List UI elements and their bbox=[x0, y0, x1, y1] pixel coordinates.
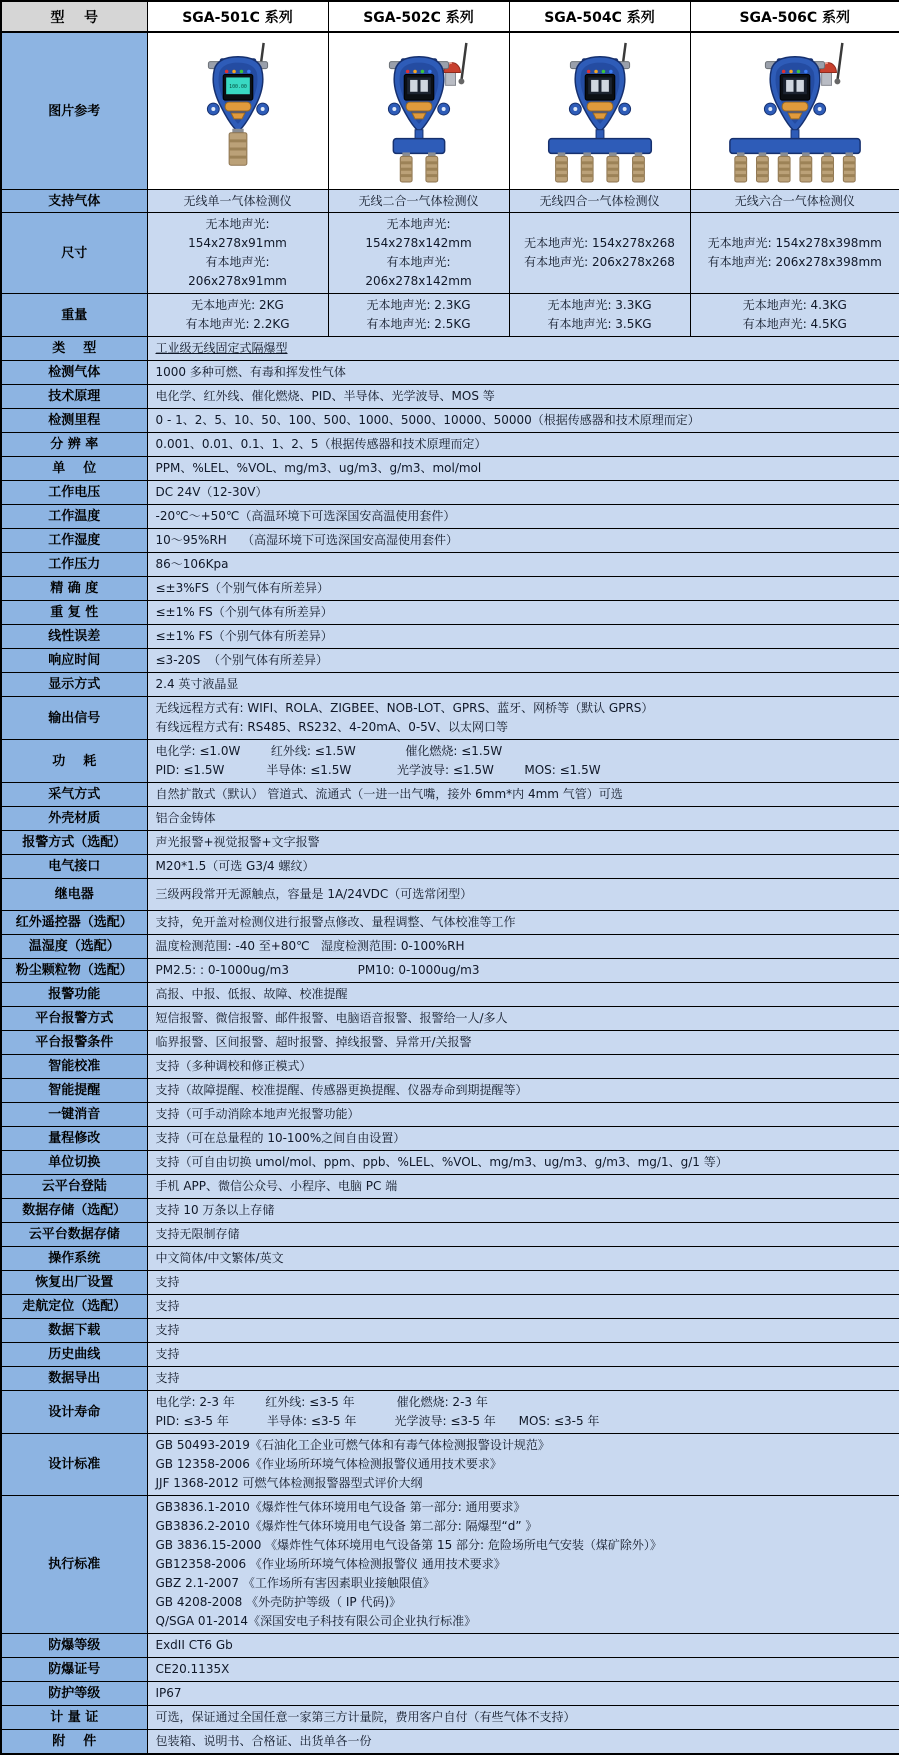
spec-line: CE20.1135X bbox=[155, 1662, 230, 1676]
weight-value bbox=[509, 294, 690, 337]
row-label: 显示方式 bbox=[1, 673, 147, 697]
spec-row bbox=[1, 457, 899, 481]
spec-line: GB 12358-2006《作业场所环境气体检测报警仪通用技术要求》 bbox=[155, 1457, 502, 1471]
row-label-weight: 重量 bbox=[1, 294, 147, 337]
row-label: 线性误差 bbox=[1, 625, 147, 649]
model-header-row bbox=[1, 1, 899, 32]
spec-value bbox=[147, 1199, 899, 1223]
spec-row bbox=[1, 1319, 899, 1343]
spec-value bbox=[147, 649, 899, 673]
weight-row bbox=[1, 294, 899, 337]
spec-value bbox=[147, 1634, 899, 1658]
row-label: 工作湿度 bbox=[1, 529, 147, 553]
spec-value bbox=[147, 879, 899, 911]
size-value bbox=[690, 213, 899, 294]
spec-value bbox=[147, 783, 899, 807]
spec-row bbox=[1, 1295, 899, 1319]
size-line: 无本地声光: 154x278x91mm bbox=[188, 217, 287, 250]
spec-line: 支持 bbox=[155, 1323, 180, 1337]
spec-value bbox=[147, 1367, 899, 1391]
row-label: 检测里程 bbox=[1, 409, 147, 433]
row-label: 继电器 bbox=[1, 879, 147, 911]
weight-value bbox=[328, 294, 509, 337]
spec-row bbox=[1, 1391, 899, 1434]
spec-line: PPM、%LEL、%VOL、mg/m3、ug/m3、g/m3、mol/mol bbox=[155, 461, 482, 475]
spec-value bbox=[147, 1103, 899, 1127]
spec-line: 支持（多种调校和修正模式） bbox=[155, 1059, 312, 1073]
spec-row bbox=[1, 649, 899, 673]
row-label: 检测气体 bbox=[1, 361, 147, 385]
spec-row bbox=[1, 1367, 899, 1391]
svg-text:100.00: 100.00 bbox=[228, 83, 247, 90]
spec-value bbox=[147, 457, 899, 481]
spec-value bbox=[147, 1175, 899, 1199]
spec-row bbox=[1, 783, 899, 807]
row-label: 输出信号 bbox=[1, 697, 147, 740]
gas-detector-illustration bbox=[512, 37, 688, 185]
spec-line: GB12358-2006 《作业场所环境气体检测报警仪 通用技术要求》 bbox=[155, 1557, 506, 1571]
row-label: 重 复 性 bbox=[1, 601, 147, 625]
size-line: 无本地声光: 154x278x142mm bbox=[365, 217, 472, 250]
spec-value bbox=[147, 935, 899, 959]
spec-value bbox=[147, 831, 899, 855]
row-label: 单位切换 bbox=[1, 1151, 147, 1175]
spec-line: 铝合金铸体 bbox=[155, 811, 216, 825]
spec-value bbox=[147, 385, 899, 409]
row-label: 数据存储（选配） bbox=[1, 1199, 147, 1223]
weight-line: 有本地声光: 2.2KG bbox=[185, 317, 290, 331]
spec-row bbox=[1, 1151, 899, 1175]
spec-line: DC 24V（12-30V） bbox=[155, 485, 268, 499]
spec-line: ExdII CT6 Gb bbox=[155, 1638, 233, 1652]
spec-value bbox=[147, 1151, 899, 1175]
row-label: 报警方式（选配） bbox=[1, 831, 147, 855]
spec-row bbox=[1, 1175, 899, 1199]
row-label: 走航定位（选配） bbox=[1, 1295, 147, 1319]
spec-row bbox=[1, 1031, 899, 1055]
spec-row bbox=[1, 1658, 899, 1682]
row-label: 平台报警方式 bbox=[1, 1007, 147, 1031]
spec-value bbox=[147, 983, 899, 1007]
spec-row bbox=[1, 1496, 899, 1634]
spec-row bbox=[1, 1434, 899, 1496]
spec-line: GB 4208-2008 《外壳防护等级（ IP 代码)》 bbox=[155, 1595, 402, 1609]
support-value: 无线四合一气体检测仪 bbox=[509, 190, 690, 213]
row-label: 操作系统 bbox=[1, 1247, 147, 1271]
gas-detector-illustration bbox=[150, 37, 326, 185]
row-label: 功 耗 bbox=[1, 740, 147, 783]
model-header-4: SGA-506C 系列 bbox=[690, 1, 899, 32]
spec-value bbox=[147, 481, 899, 505]
row-label: 防护等级 bbox=[1, 1682, 147, 1706]
spec-line: -20℃～+50℃（高温环境下可选深国安高温使用套件） bbox=[155, 509, 456, 523]
spec-line: 临界报警、区间报警、超时报警、掉线报警、异常开/关报警 bbox=[155, 1035, 472, 1049]
row-label: 智能提醒 bbox=[1, 1079, 147, 1103]
spec-row bbox=[1, 601, 899, 625]
spec-line: ≤±1% FS（个别气体有所差异） bbox=[155, 605, 333, 619]
row-label: 工作温度 bbox=[1, 505, 147, 529]
size-line: 有本地声光: 206x278x91mm bbox=[188, 255, 287, 288]
spec-row bbox=[1, 505, 899, 529]
weight-line: 有本地声光: 4.5KG bbox=[742, 317, 847, 331]
product-image-sga-501c bbox=[147, 32, 328, 190]
spec-line: PID: ≤1.5W 半导体: ≤1.5W 光学波导: ≤1.5W MOS: ≤1.5W bbox=[155, 763, 601, 777]
spec-row bbox=[1, 1223, 899, 1247]
size-value bbox=[509, 213, 690, 294]
spec-value bbox=[147, 1496, 899, 1634]
row-label: 附 件 bbox=[1, 1730, 147, 1755]
spec-row bbox=[1, 1103, 899, 1127]
row-label: 数据下载 bbox=[1, 1319, 147, 1343]
spec-line: Q/SGA 01-2014《深国安电子科技有限公司企业执行标准》 bbox=[155, 1614, 477, 1628]
spec-row bbox=[1, 911, 899, 935]
product-image-sga-502c bbox=[328, 32, 509, 190]
spec-line: 0.001、0.01、0.1、1、2、5（根据传感器和技术原理而定） bbox=[155, 437, 487, 451]
model-header-2: SGA-502C 系列 bbox=[328, 1, 509, 32]
spec-line: PM2.5: : 0-1000ug/m3 PM10: 0-1000ug/m3 bbox=[155, 963, 480, 977]
size-line: 有本地声光: 206x278x268 bbox=[524, 255, 675, 269]
spec-row bbox=[1, 983, 899, 1007]
spec-row bbox=[1, 553, 899, 577]
row-label: 温湿度（选配） bbox=[1, 935, 147, 959]
spec-row bbox=[1, 1730, 899, 1755]
spec-value bbox=[147, 911, 899, 935]
spec-line: 支持 10 万条以上存储 bbox=[155, 1203, 275, 1217]
spec-value bbox=[147, 433, 899, 457]
spec-row bbox=[1, 673, 899, 697]
weight-value bbox=[147, 294, 328, 337]
spec-row bbox=[1, 879, 899, 911]
spec-value bbox=[147, 959, 899, 983]
spec-value bbox=[147, 1007, 899, 1031]
spec-row bbox=[1, 855, 899, 879]
spec-row bbox=[1, 529, 899, 553]
spec-row bbox=[1, 1706, 899, 1730]
spec-row bbox=[1, 577, 899, 601]
weight-value bbox=[690, 294, 899, 337]
row-label: 单 位 bbox=[1, 457, 147, 481]
spec-line: GB3836.2-2010《爆炸性气体环境用电气设备 第二部分: 隔爆型“d” 》 bbox=[155, 1519, 538, 1533]
spec-row bbox=[1, 1079, 899, 1103]
spec-value bbox=[147, 1031, 899, 1055]
size-value bbox=[328, 213, 509, 294]
spec-row bbox=[1, 1343, 899, 1367]
support-row bbox=[1, 190, 899, 213]
spec-line: 三级两段常开无源触点，容量是 1A/24VDC（可选常闭型） bbox=[155, 887, 473, 901]
row-label: 计 量 证 bbox=[1, 1706, 147, 1730]
spec-value bbox=[147, 673, 899, 697]
row-label: 量程修改 bbox=[1, 1127, 147, 1151]
row-label: 采气方式 bbox=[1, 783, 147, 807]
spec-line: 短信报警、微信报警、邮件报警、电脑语音报警、报警给一人/多人 bbox=[155, 1011, 508, 1025]
weight-line: 无本地声光: 2KG bbox=[191, 298, 284, 312]
spec-row bbox=[1, 1199, 899, 1223]
spec-value bbox=[147, 1055, 899, 1079]
spec-line: 支持（故障提醒、校准提醒、传感器更换提醒、仪器寿命到期提醒等） bbox=[155, 1083, 528, 1097]
row-label: 云平台登陆 bbox=[1, 1175, 147, 1199]
spec-value bbox=[147, 1730, 899, 1755]
spec-line: 86～106Kpa bbox=[155, 557, 229, 571]
spec-row bbox=[1, 361, 899, 385]
row-label: 电气接口 bbox=[1, 855, 147, 879]
row-label-image: 图片参考 bbox=[1, 32, 147, 190]
weight-line: 无本地声光: 4.3KG bbox=[742, 298, 847, 312]
row-label: 防爆证号 bbox=[1, 1658, 147, 1682]
spec-row bbox=[1, 385, 899, 409]
spec-line: GBZ 2.1-2007 《工作场所有害因素职业接触限值》 bbox=[155, 1576, 435, 1590]
gas-detector-illustration bbox=[331, 37, 507, 185]
size-line: 无本地声光: 154x278x268 bbox=[524, 236, 675, 250]
spec-value bbox=[147, 1434, 899, 1496]
row-label: 云平台数据存储 bbox=[1, 1223, 147, 1247]
size-line: 有本地声光: 206x278x398mm bbox=[707, 255, 882, 269]
spec-value bbox=[147, 1223, 899, 1247]
spec-value bbox=[147, 1079, 899, 1103]
spec-value bbox=[147, 553, 899, 577]
spec-value bbox=[147, 1271, 899, 1295]
spec-line: 温度检测范围: -40 至+80℃ 湿度检测范围: 0-100%RH bbox=[155, 939, 465, 953]
spec-line: JJF 1368-2012 可燃气体检测报警器型式评价大纲 bbox=[155, 1476, 423, 1490]
row-label: 报警功能 bbox=[1, 983, 147, 1007]
spec-value bbox=[147, 1319, 899, 1343]
spec-row bbox=[1, 1247, 899, 1271]
size-line: 无本地声光: 154x278x398mm bbox=[707, 236, 882, 250]
spec-line: 无线远程方式有: WIFI、ROLA、ZIGBEE、NOB-LOT、GPRS、蓝牙、网桥等（默认 GPRS） bbox=[155, 701, 654, 715]
spec-row bbox=[1, 409, 899, 433]
spec-line: 支持，免开盖对检测仪进行报警点修改、量程调整、气体校准等工作 bbox=[155, 915, 516, 929]
spec-line: 高报、中报、低报、故障、校准提醒 bbox=[155, 987, 348, 1001]
row-label: 设计寿命 bbox=[1, 1391, 147, 1434]
support-value: 无线单一气体检测仪 bbox=[147, 190, 328, 213]
row-label: 类 型 bbox=[1, 337, 147, 361]
spec-line: ≤±1% FS（个别气体有所差异） bbox=[155, 629, 333, 643]
spec-row bbox=[1, 337, 899, 361]
spec-value bbox=[147, 1127, 899, 1151]
spec-value bbox=[147, 1682, 899, 1706]
weight-line: 有本地声光: 3.5KG bbox=[547, 317, 652, 331]
row-label: 设计标准 bbox=[1, 1434, 147, 1496]
spec-row bbox=[1, 697, 899, 740]
spec-line: 0 - 1、2、5、10、50、100、500、1000、5000、10000、50000（根据传感器和技术原理而定） bbox=[155, 413, 700, 427]
spec-value bbox=[147, 361, 899, 385]
spec-value bbox=[147, 625, 899, 649]
spec-row bbox=[1, 1271, 899, 1295]
spec-line: 自然扩散式（默认） 管道式、流通式（一进一出气嘴，接外 6mm*内 4mm 气管）可选 bbox=[155, 787, 623, 801]
spec-line: 2.4 英寸液晶显 bbox=[155, 677, 239, 691]
row-label: 平台报警条件 bbox=[1, 1031, 147, 1055]
spec-row bbox=[1, 1007, 899, 1031]
spec-row bbox=[1, 625, 899, 649]
spec-row bbox=[1, 1682, 899, 1706]
spec-row bbox=[1, 433, 899, 457]
spec-line: ≤3-20S （个别气体有所差异） bbox=[155, 653, 329, 667]
gas-detector-illustration bbox=[707, 37, 883, 185]
row-label: 数据导出 bbox=[1, 1367, 147, 1391]
row-label: 技术原理 bbox=[1, 385, 147, 409]
spec-line: 1000 多种可燃、有毒和挥发性气体 bbox=[155, 365, 346, 379]
row-label: 一键消音 bbox=[1, 1103, 147, 1127]
row-label: 分 辨 率 bbox=[1, 433, 147, 457]
spec-line: 支持（可在总量程的 10-100%之间自由设置） bbox=[155, 1131, 406, 1145]
row-label: 红外遥控器（选配） bbox=[1, 911, 147, 935]
spec-line: GB3836.1-2010《爆炸性气体环境用电气设备 第一部分: 通用要求》 bbox=[155, 1500, 526, 1514]
spec-row bbox=[1, 935, 899, 959]
row-label: 外壳材质 bbox=[1, 807, 147, 831]
row-label: 粉尘颗粒物（选配） bbox=[1, 959, 147, 983]
spec-line: ≤±3%FS（个别气体有所差异） bbox=[155, 581, 329, 595]
model-header-corner: 型 号 bbox=[1, 1, 147, 32]
spec-value bbox=[147, 1658, 899, 1682]
spec-value bbox=[147, 409, 899, 433]
spec-row bbox=[1, 740, 899, 783]
row-label: 工作电压 bbox=[1, 481, 147, 505]
spec-line: 中文简体/中文繁体/英文 bbox=[155, 1251, 284, 1265]
spec-line: IP67 bbox=[155, 1686, 182, 1700]
spec-line: 电化学: 2-3 年 红外线: ≤3-5 年 催化燃烧: 2-3 年 bbox=[155, 1395, 488, 1409]
spec-line: 支持（可自由切换 umol/mol、ppm、ppb、%LEL、%VOL、mg/m3、ug/m3、g/m3、mg/1、g/1 等） bbox=[155, 1155, 728, 1169]
size-row bbox=[1, 213, 899, 294]
row-label: 精 确 度 bbox=[1, 577, 147, 601]
product-image-sga-504c bbox=[509, 32, 690, 190]
row-label-size: 尺寸 bbox=[1, 213, 147, 294]
spec-line: 支持无限制存储 bbox=[155, 1227, 240, 1241]
spec-value bbox=[147, 1706, 899, 1730]
row-label: 历史曲线 bbox=[1, 1343, 147, 1367]
spec-line: 手机 APP、微信公众号、小程序、电脑 PC 端 bbox=[155, 1179, 398, 1193]
size-line: 有本地声光: 206x278x142mm bbox=[365, 255, 472, 288]
spec-line: 支持 bbox=[155, 1275, 180, 1289]
spec-value bbox=[147, 740, 899, 783]
weight-line: 有本地声光: 2.5KG bbox=[366, 317, 471, 331]
spec-row bbox=[1, 1055, 899, 1079]
spec-value bbox=[147, 505, 899, 529]
spec-value bbox=[147, 697, 899, 740]
weight-line: 无本地声光: 2.3KG bbox=[366, 298, 471, 312]
spec-value bbox=[147, 1391, 899, 1434]
spec-line: 电化学: ≤1.0W 红外线: ≤1.5W 催化燃烧: ≤1.5W bbox=[155, 744, 503, 758]
spec-value bbox=[147, 855, 899, 879]
spec-line: 电化学、红外线、催化燃烧、PID、半导体、光学波导、MOS 等 bbox=[155, 389, 495, 403]
row-label: 响应时间 bbox=[1, 649, 147, 673]
spec-value bbox=[147, 1343, 899, 1367]
spec-value bbox=[147, 601, 899, 625]
spec-row bbox=[1, 807, 899, 831]
spec-row bbox=[1, 831, 899, 855]
spec-line: 支持 bbox=[155, 1299, 180, 1313]
spec-line: PID: ≤3-5 年 半导体: ≤3-5 年 光学波导: ≤3-5 年 MOS: ≤3-5 年 bbox=[155, 1414, 600, 1428]
row-label: 防爆等级 bbox=[1, 1634, 147, 1658]
spec-value bbox=[147, 529, 899, 553]
model-header-3: SGA-504C 系列 bbox=[509, 1, 690, 32]
spec-line: 工业级无线固定式隔爆型 bbox=[155, 341, 288, 355]
spec-value bbox=[147, 577, 899, 601]
product-image-sga-506c bbox=[690, 32, 899, 190]
spec-row bbox=[1, 959, 899, 983]
size-value bbox=[147, 213, 328, 294]
row-label: 恢复出厂设置 bbox=[1, 1271, 147, 1295]
spec-line: GB 50493-2019《石油化工企业可燃气体和有毒气体检测报警设计规范》 bbox=[155, 1438, 550, 1452]
support-value: 无线六合一气体检测仪 bbox=[690, 190, 899, 213]
spec-line: 包装箱、说明书、合格证、出货单各一份 bbox=[155, 1734, 372, 1748]
spec-row bbox=[1, 1634, 899, 1658]
row-label: 工作压力 bbox=[1, 553, 147, 577]
spec-line: 声光报警+视觉报警+文字报警 bbox=[155, 835, 320, 849]
support-value: 无线二合一气体检测仪 bbox=[328, 190, 509, 213]
spec-row bbox=[1, 1127, 899, 1151]
spec-line: 支持（可手动消除本地声光报警功能） bbox=[155, 1107, 360, 1121]
spec-line: 支持 bbox=[155, 1371, 180, 1385]
spec-value bbox=[147, 807, 899, 831]
spec-line: 10～95%RH （高湿环境下可选深国安高湿使用套件） bbox=[155, 533, 459, 547]
row-label: 执行标准 bbox=[1, 1496, 147, 1634]
spec-line: GB 3836.15-2000 《爆炸性气体环境用电气设备第 15 部分: 危险场所电气安装（煤矿除外）》 bbox=[155, 1538, 662, 1552]
spec-line: M20*1.5（可选 G3/4 螺纹） bbox=[155, 859, 315, 873]
spec-value bbox=[147, 337, 899, 361]
weight-line: 无本地声光: 3.3KG bbox=[547, 298, 652, 312]
image-row bbox=[1, 32, 899, 190]
row-label: 智能校准 bbox=[1, 1055, 147, 1079]
spec-line: 支持 bbox=[155, 1347, 180, 1361]
spec-row bbox=[1, 481, 899, 505]
spec-value bbox=[147, 1247, 899, 1271]
model-header-1: SGA-501C 系列 bbox=[147, 1, 328, 32]
spec-value bbox=[147, 1295, 899, 1319]
row-label-support: 支持气体 bbox=[1, 190, 147, 213]
spec-line: 有线远程方式有: RS485、RS232、4-20mA、0-5V、以太网口等 bbox=[155, 720, 509, 734]
spec-line: 可选，保证通过全国任意一家第三方计量院，费用客户自付（有些气体不支持） bbox=[155, 1710, 576, 1724]
